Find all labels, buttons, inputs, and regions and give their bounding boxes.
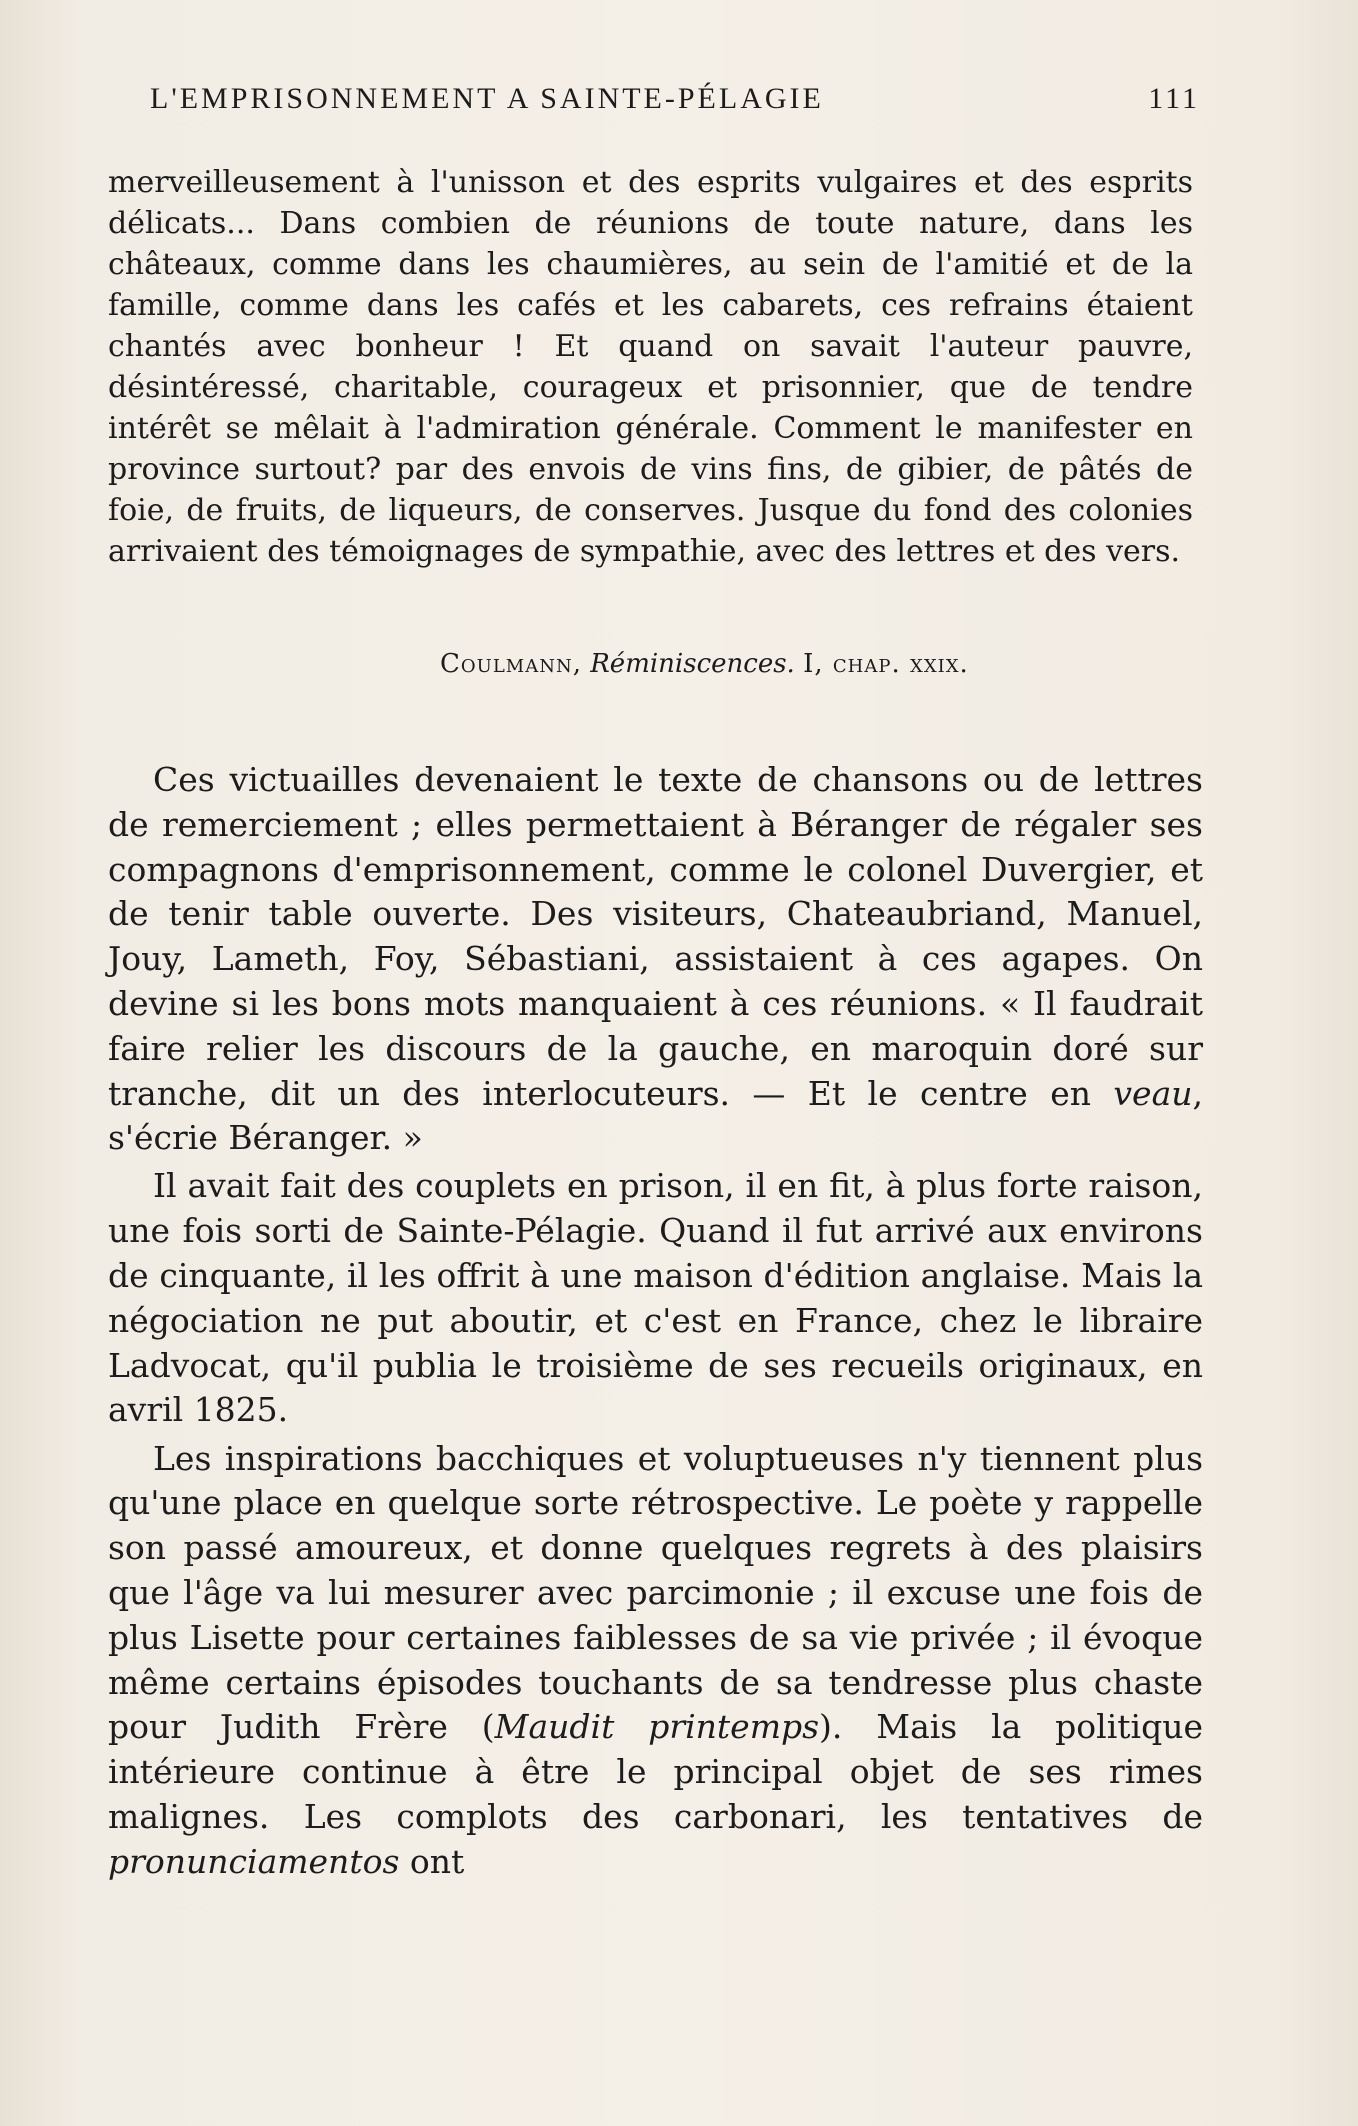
paragraph-3-text-a: Les inspirations bacchiques et voluptueuses n'y tiennent plus qu'une place en quelque sorte rétrospective. Le poète y rappelle son passé amoureux, et donne quelques regrets à des plaisirs que l'âge va lui mesurer avec parcimonie ; il excuse une fois de plus Lisette pour certaines faiblesses de sa vie privée ; il évoque même certains épisodes touchants de sa tendresse plus chaste pour Judith Frère (: [108, 1438, 1203, 1747]
paragraph-1-text-a: Ces victuailles devenaient le texte de chansons ou de lettres de remerciement ; elles permettaient à Béranger de régaler ses compagnons d'emprisonnement, comme le colonel Duvergier, et de tenir table ouverte. Des visiteurs, Chateaubriand, Manuel, Jouy, Lameth, Foy, Sébastiani, assistaient à ces agapes. On devine si les bons mots manquaient à ces réunions. « Il faudrait faire relier les discours de la gauche, en maroquin doré sur tranche, dit un des interlocuteurs. — Et le centre en: [108, 760, 1203, 1113]
paragraph-1: [108, 758, 1203, 1161]
paragraph-3: [108, 1437, 1203, 1885]
paragraph-3-text-b: ). Mais la politique intérieure continue à être le principal objet de ses rimes malignes. Les complots des carbonari, les tentatives de: [108, 1707, 1204, 1836]
running-title: L'EMPRISONNEMENT A SAINTE-PÉLAGIE: [150, 82, 824, 115]
quote-text: merveilleusement à l'unisson et des esprits vulgaires et des esprits délicats... Dans combien de réunions de toute nature, dans les châteaux, comme dans les chaumières, au sein de l'amitié et de la famille, comme dans les cafés et les cabarets, ces refrains étaient chantés avec bonheur ! Et quand on savait l'auteur pauvre, désintéressé, charitable, courageux et prisonnier, que de tendre intérêt se mêlait à l'admiration générale. Comment le manifester en province surtout? par des envois de vins fins, de gibier, de pâtés de foie, de fruits, de liqueurs, de conserves. Jusque du fond des colonies arrivaient des témoignages de sympathie, avec des lettres et des vers.: [108, 165, 1193, 569]
attribution-location: I, chap. xxix.: [803, 649, 969, 679]
paragraph-1-text-b: , s'écrie Béranger. »: [108, 1073, 1203, 1158]
paragraph-3-italic-term: pronunciamentos: [108, 1841, 400, 1881]
paragraph-3-text-c: ont: [409, 1841, 465, 1881]
attribution-work: Réminiscences.: [590, 649, 795, 679]
attribution-author: Coulmann,: [440, 649, 582, 679]
quote-attribution: [440, 647, 1140, 681]
page-number: 111: [1148, 82, 1200, 115]
paragraph-3-italic-title: Maudit printemps: [494, 1707, 820, 1747]
paragraph-2: Il avait fait des couplets en prison, il en fit, à plus forte raison, une fois sorti de Sainte-Pélagie. Quand il fut arrivé aux environs de cinquante, il les offrit à une maison d'édition anglaise. Mais la négociation ne put aboutir, et c'est en France, chez le libraire Ladvocat, qu'il publia le troisième de ses recueils originaux, en avril 1825.: [108, 1166, 1203, 1430]
paragraph-1-italic: veau: [1113, 1073, 1193, 1113]
body-text: [108, 758, 1203, 1888]
running-head: [150, 82, 1200, 116]
quoted-passage: [108, 162, 1193, 572]
